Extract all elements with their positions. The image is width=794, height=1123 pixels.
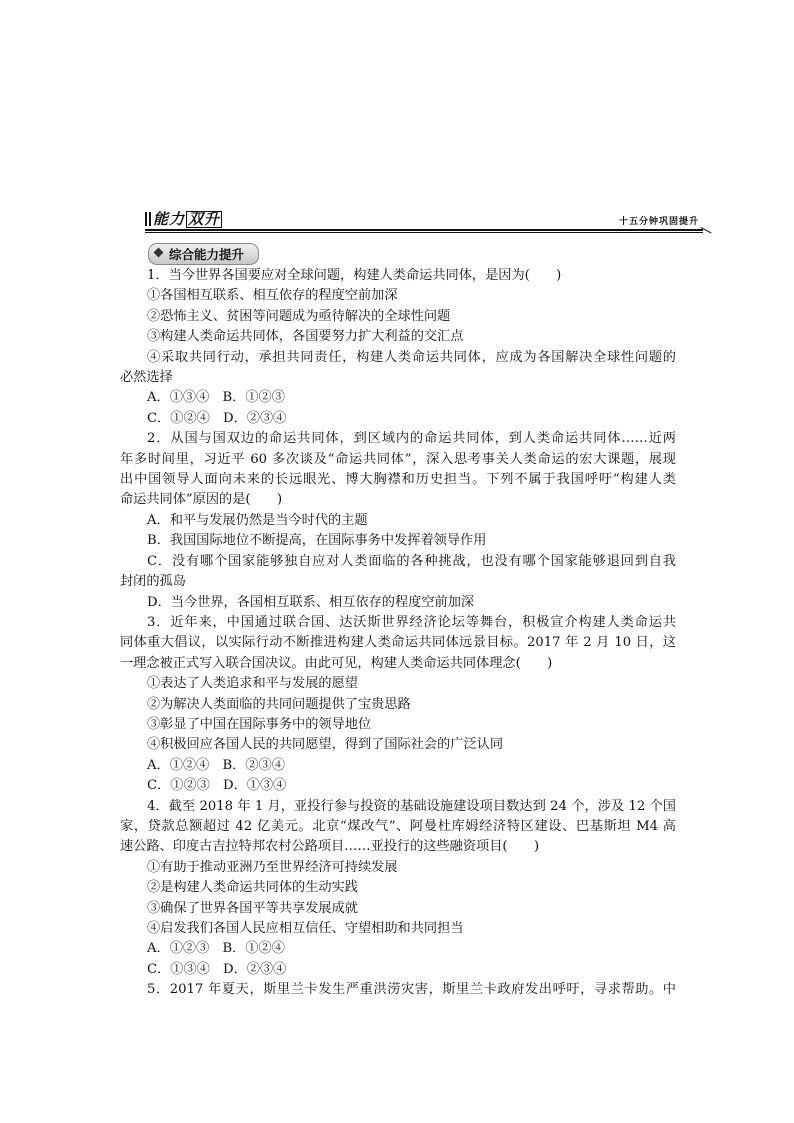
question-content: [120, 266, 676, 1001]
q2-stem-line4: 命运共同体”原因的是( ): [120, 492, 283, 508]
q3-option-4: ④积极回应各国人民的共同愿望，得到了国际社会的广泛认同: [147, 737, 504, 753]
q2-option-c-line1: C．没有哪个国家能够独自应对人类面临的各种挑战，也没有哪个国家能够退回到自我: [147, 553, 676, 569]
q1-choices-cd: C．①②④ D．②③④: [147, 410, 287, 426]
section-title: 综合能力提升: [148, 243, 259, 265]
q4-choices-cd: C．①③④ D．②③④: [147, 961, 287, 977]
q4-option-2: ②是构建人类命运共同体的生动实践: [147, 880, 358, 896]
header-right-tag: 十五分钟巩固提升: [618, 217, 699, 227]
q1-option-3: ③构建人类命运共同体，各国要努力扩大利益的交汇点: [147, 329, 464, 345]
q1-option-4-line1: ④采取共同行动，承担共同责任，构建人类命运共同体，应成为各国解决全球性问题的: [147, 349, 676, 365]
q4-choices-ab: A．①②③ B．①②④: [147, 941, 285, 957]
q3-stem-line2: 同体重大倡议，以实际行动不断推进构建人类命运共同体远景目标。2017 年 2 月 10 日，这: [120, 635, 676, 651]
q3-choices-ab: A．①②④ B．②③④: [147, 757, 285, 773]
header-rule: [145, 229, 703, 231]
header-logo-bars: [145, 212, 151, 226]
q2-option-d: D．当今世界，各国相互联系、相互依存的程度空前加深: [147, 594, 475, 610]
q3-option-1: ①表达了人类追求和平与发展的愿望: [147, 676, 358, 692]
header-logo: [153, 208, 222, 229]
header-logo-part1: 能力: [153, 210, 186, 228]
header-logo-part2: 双升: [188, 210, 221, 228]
q1-option-4-line2: 必然选择: [120, 370, 173, 386]
q1-choices-ab: A．①③④ B．①②③: [147, 390, 285, 406]
section-heading: [148, 243, 259, 261]
q4-option-3: ③确保了世界各国平等共享发展成就: [147, 900, 358, 916]
q3-stem-line1: 3．近年来，中国通过联合国、达沃斯世界经济论坛等舞台，积极宣介构建人类命运共: [147, 614, 676, 630]
q3-option-3: ③彰显了中国在国际事务中的领导地位: [147, 716, 372, 732]
q2-option-a: A．和平与发展仍然是当今时代的主题: [147, 512, 368, 528]
q2-stem-line1: 2．从国与国双边的命运共同体，到区域内的命运共同体，到人类命运共同体……近两: [147, 431, 676, 447]
q1-option-2: ②恐怖主义、贫困等问题成为亟待解决的全球性问题: [147, 308, 451, 324]
q3-stem-line3: 一理念被正式写入联合国决议。由此可见，构建人类命运共同体理念( ): [120, 655, 553, 671]
header-rule-tail: [697, 227, 712, 241]
q3-choices-cd: C．①②③ D．①③④: [147, 778, 287, 794]
q3-option-2: ②为解决人类面临的共同问题提供了宝贵思路: [147, 696, 411, 712]
q5-stem-line1: 5．2017 年夏天，斯里兰卡发生严重洪涝灾害，斯里兰卡政府发出呼吁，寻求帮助。中: [147, 982, 676, 998]
page-header: [145, 208, 705, 234]
header-rule-thin: [145, 232, 703, 233]
q1-option-1: ①各国相互联系、相互依存的程度空前加深: [147, 288, 398, 304]
q4-stem-line2: 家，贷款总额超过 42 亿美元。北京“煤改气”、阿曼杜库姆经济特区建设、巴基斯坦 M4 高: [120, 818, 676, 834]
q4-stem-line1: 4．截至 2018 年 1 月，亚投行参与投资的基础设施建设项目数达到 24 个，涉及 12 个国: [147, 798, 676, 814]
q1-stem: 1．当今世界各国要应对全球问题，构建人类命运共同体，是因为( ): [147, 268, 562, 283]
q2-option-b: B．我国国际地位不断提高，在国际事务中发挥着领导作用: [147, 533, 487, 549]
q4-option-4: ④启发我们各国人民应相互信任、守望相助和共同担当: [147, 921, 464, 936]
q4-option-1: ①有助于推动亚洲乃至世界经济可持续发展: [147, 859, 398, 875]
q2-stem-line3: 出中国领导人面向未来的长远眼光、博大胸襟和历史担当。下列不属于我国呼吁“构建人类: [120, 472, 676, 488]
q2-stem-line2: 年多时间里，习近平 60 多次谈及“命运共同体”，深入思考事关人类命运的宏大课题，展现: [120, 451, 676, 467]
q4-stem-line3: 速公路、印度古吉拉特邦农村公路项目……亚投行的这些融资项目( ): [120, 839, 540, 855]
q2-option-c-line2: 封闭的孤岛: [120, 574, 186, 590]
